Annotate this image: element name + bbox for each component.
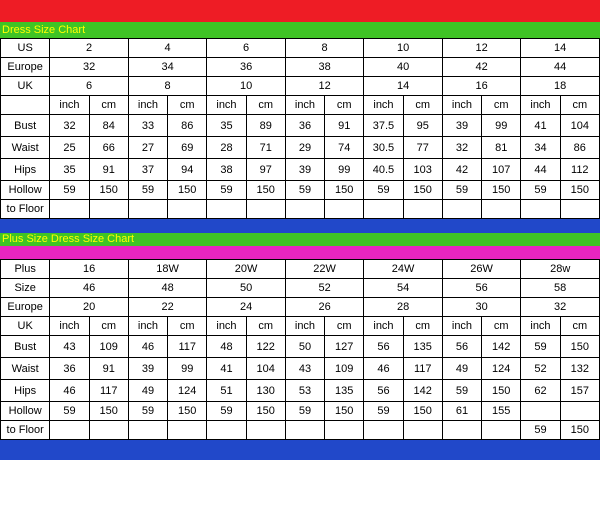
hollow-cell-7: 59 (285, 181, 324, 200)
hollow-cell-10: 150 (403, 181, 442, 200)
hips-cell-14: 112 (560, 159, 599, 181)
plus-size-chart-table (0, 259, 600, 440)
plus-bust-cell-1: 43 (50, 336, 89, 358)
hips-cell-10: 103 (403, 159, 442, 181)
spacer-cell-5 (207, 200, 246, 219)
eu-size-7: 44 (521, 58, 600, 77)
dress-size-chart-table (0, 38, 600, 219)
unit-cell-3: inch (128, 96, 167, 115)
table-row (1, 115, 600, 137)
table-row (1, 421, 600, 440)
bust-cell-6: 89 (246, 115, 285, 137)
hollow-cell-1: 59 (50, 181, 89, 200)
plus-bust-cell-13: 59 (521, 336, 560, 358)
bust-cell-11: 39 (442, 115, 481, 137)
bust-cell-7: 36 (285, 115, 324, 137)
table-row-uk-plus (1, 298, 600, 317)
table-row (1, 159, 600, 181)
plus-waist-cell-8: 109 (325, 358, 364, 380)
table-row (1, 200, 600, 219)
plus-hips-cell-6: 130 (246, 380, 285, 402)
hips-cell-4: 94 (168, 159, 207, 181)
magenta-banner (0, 246, 600, 259)
bust-cell-3: 33 (128, 115, 167, 137)
plus-hollow-cell-6: 150 (246, 402, 285, 421)
bust-cell-10: 95 (403, 115, 442, 137)
table-row (1, 336, 600, 358)
row-label-bust: Bust (1, 115, 50, 137)
plus-spacer-cell-2 (89, 421, 128, 440)
plus-hollow-cell-2: 150 (89, 402, 128, 421)
hollow-cell-14: 150 (560, 181, 599, 200)
hips-cell-7: 39 (285, 159, 324, 181)
hollow-cell-4: 150 (168, 181, 207, 200)
plus-uk-size-6: 30 (442, 298, 521, 317)
plus-eu-size-3: 50 (207, 279, 286, 298)
plus-unit-cell-5: inch (207, 317, 246, 336)
row-label-plus-line1: Plus (1, 260, 50, 279)
plus-row-label-hips: Hips (1, 380, 50, 402)
eu-size-2: 34 (128, 58, 207, 77)
spacer-cell-1 (50, 200, 89, 219)
waist-cell-2: 66 (89, 137, 128, 159)
waist-cell-11: 32 (442, 137, 481, 159)
uk-size-7: 18 (521, 77, 600, 96)
plus-spacer-cell-8 (325, 421, 364, 440)
plus-unit-cell-8: cm (325, 317, 364, 336)
uk-size-1: 6 (50, 77, 129, 96)
row-label-hollow-line1: Hollow (1, 181, 50, 200)
plus-waist-cell-13: 52 (521, 358, 560, 380)
plus-hollow-cell-14 (560, 402, 599, 421)
plus-bust-cell-7: 50 (285, 336, 324, 358)
plus-waist-cell-6: 104 (246, 358, 285, 380)
hips-cell-8: 99 (325, 159, 364, 181)
row-label-plus-line2: Size (1, 279, 50, 298)
row-label-waist: Waist (1, 137, 50, 159)
plus-uk-size-2: 22 (128, 298, 207, 317)
plus-unit-cell-3: inch (128, 317, 167, 336)
plus-spacer-cell-9 (364, 421, 403, 440)
plus-bust-cell-14: 150 (560, 336, 599, 358)
unit-cell-11: inch (442, 96, 481, 115)
spacer-cell-10 (403, 200, 442, 219)
table-row-europe-plus (1, 279, 600, 298)
plus-bust-cell-4: 117 (168, 336, 207, 358)
plus-waist-cell-4: 99 (168, 358, 207, 380)
uk-size-5: 14 (364, 77, 443, 96)
eu-size-1: 32 (50, 58, 129, 77)
hips-cell-5: 38 (207, 159, 246, 181)
middle-blue-banner (0, 219, 600, 233)
hollow-cell-9: 59 (364, 181, 403, 200)
plus-size-4: 22W (285, 260, 364, 279)
spacer-cell-8 (325, 200, 364, 219)
plus-uk-size-3: 24 (207, 298, 286, 317)
plus-unit-cell-10: cm (403, 317, 442, 336)
plus-size-7: 28w (521, 260, 600, 279)
plus-eu-size-4: 52 (285, 279, 364, 298)
plus-eu-size-2: 48 (128, 279, 207, 298)
bust-cell-14: 104 (560, 115, 599, 137)
plus-eu-size-5: 54 (364, 279, 443, 298)
eu-size-3: 36 (207, 58, 286, 77)
hollow-cell-2: 150 (89, 181, 128, 200)
unit-cell-5: inch (207, 96, 246, 115)
table-row-uk-label (1, 317, 600, 336)
unit-cell-9: inch (364, 96, 403, 115)
row-label-hips: Hips (1, 159, 50, 181)
plus-bust-cell-6: 122 (246, 336, 285, 358)
bust-cell-9: 37.5 (364, 115, 403, 137)
unit-cell-13: inch (521, 96, 560, 115)
waist-cell-6: 71 (246, 137, 285, 159)
waist-cell-1: 25 (50, 137, 89, 159)
us-size-1: 2 (50, 39, 129, 58)
plus-bust-cell-9: 56 (364, 336, 403, 358)
chart2-title-banner (0, 233, 600, 246)
plus-uk-size-7: 32 (521, 298, 600, 317)
plus-waist-cell-3: 39 (128, 358, 167, 380)
hips-cell-2: 91 (89, 159, 128, 181)
plus-waist-cell-7: 43 (285, 358, 324, 380)
us-size-3: 6 (207, 39, 286, 58)
spacer-cell-4 (168, 200, 207, 219)
plus-hips-cell-3: 49 (128, 380, 167, 402)
plus-hips-cell-13: 62 (521, 380, 560, 402)
plus-uk-size-5: 28 (364, 298, 443, 317)
waist-cell-7: 29 (285, 137, 324, 159)
table-row (1, 358, 600, 380)
hollow-cell-13: 59 (521, 181, 560, 200)
waist-cell-3: 27 (128, 137, 167, 159)
unit-cell-2: cm (89, 96, 128, 115)
plus-unit-cell-2: cm (89, 317, 128, 336)
plus-unit-cell-11: inch (442, 317, 481, 336)
plus-hollow-cell-10: 150 (403, 402, 442, 421)
plus-size-6: 26W (442, 260, 521, 279)
plus-bust-cell-8: 127 (325, 336, 364, 358)
table-row (1, 137, 600, 159)
plus-trailing-cell-1: 59 (521, 421, 560, 440)
waist-cell-12: 81 (482, 137, 521, 159)
plus-hips-cell-14: 157 (560, 380, 599, 402)
row-label-units (1, 96, 50, 115)
plus-unit-cell-1: inch (50, 317, 89, 336)
plus-unit-cell-7: inch (285, 317, 324, 336)
row-label-europe: Europe (1, 58, 50, 77)
plus-hips-cell-4: 124 (168, 380, 207, 402)
spacer-cell-7 (285, 200, 324, 219)
uk-size-3: 10 (207, 77, 286, 96)
plus-hollow-cell-1: 59 (50, 402, 89, 421)
plus-spacer-cell-3 (128, 421, 167, 440)
plus-spacer-cell-6 (246, 421, 285, 440)
bust-cell-5: 35 (207, 115, 246, 137)
plus-hips-cell-7: 53 (285, 380, 324, 402)
plus-hips-cell-1: 46 (50, 380, 89, 402)
waist-cell-9: 30.5 (364, 137, 403, 159)
plus-bust-cell-5: 48 (207, 336, 246, 358)
plus-row-label-hollow-line1: Hollow (1, 402, 50, 421)
hips-cell-1: 35 (50, 159, 89, 181)
bottom-blue-banner (0, 440, 600, 460)
table-row-europe (1, 58, 600, 77)
chart2-title: Plus Size Dress Size Chart (2, 233, 135, 245)
plus-waist-cell-12: 124 (482, 358, 521, 380)
table-row-us (1, 39, 600, 58)
bust-cell-8: 91 (325, 115, 364, 137)
spacer-cell-2 (89, 200, 128, 219)
plus-hips-cell-2: 117 (89, 380, 128, 402)
spacer-cell-6 (246, 200, 285, 219)
plus-eu-size-7: 58 (521, 279, 600, 298)
plus-waist-cell-1: 36 (50, 358, 89, 380)
plus-hollow-cell-4: 150 (168, 402, 207, 421)
plus-unit-cell-6: cm (246, 317, 285, 336)
plus-size-1: 16 (50, 260, 129, 279)
row-label-us: US (1, 39, 50, 58)
us-size-5: 10 (364, 39, 443, 58)
plus-uk-size-1: 20 (50, 298, 129, 317)
plus-waist-cell-2: 91 (89, 358, 128, 380)
plus-bust-cell-12: 142 (482, 336, 521, 358)
us-size-2: 4 (128, 39, 207, 58)
plus-hips-cell-5: 51 (207, 380, 246, 402)
chart1-title-banner (0, 22, 600, 38)
plus-bust-cell-10: 135 (403, 336, 442, 358)
chart1-title: Dress Size Chart (2, 24, 86, 36)
plus-unit-cell-14: cm (560, 317, 599, 336)
bust-cell-2: 84 (89, 115, 128, 137)
plus-spacer-cell-11 (442, 421, 481, 440)
plus-hollow-cell-3: 59 (128, 402, 167, 421)
waist-cell-5: 28 (207, 137, 246, 159)
hollow-cell-11: 59 (442, 181, 481, 200)
plus-spacer-cell-4 (168, 421, 207, 440)
plus-unit-cell-4: cm (168, 317, 207, 336)
plus-spacer-cell-10 (403, 421, 442, 440)
hips-cell-3: 37 (128, 159, 167, 181)
hips-cell-6: 97 (246, 159, 285, 181)
plus-row-label-bust: Bust (1, 336, 50, 358)
plus-unit-cell-12: cm (482, 317, 521, 336)
unit-cell-4: cm (168, 96, 207, 115)
waist-cell-10: 77 (403, 137, 442, 159)
spacer-cell-11 (442, 200, 481, 219)
plus-hips-cell-8: 135 (325, 380, 364, 402)
uk-size-4: 12 (285, 77, 364, 96)
plus-waist-cell-11: 49 (442, 358, 481, 380)
plus-bust-cell-11: 56 (442, 336, 481, 358)
plus-trailing-cell-2: 150 (560, 421, 599, 440)
us-size-7: 14 (521, 39, 600, 58)
uk-size-2: 8 (128, 77, 207, 96)
plus-row-label-hollow-line2: to Floor (1, 421, 50, 440)
plus-spacer-cell-7 (285, 421, 324, 440)
row-label-plus-uk: UK (1, 317, 50, 336)
table-row-plus (1, 260, 600, 279)
waist-cell-8: 74 (325, 137, 364, 159)
plus-hips-cell-12: 150 (482, 380, 521, 402)
plus-hollow-cell-11: 61 (442, 402, 481, 421)
waist-cell-4: 69 (168, 137, 207, 159)
hollow-cell-3: 59 (128, 181, 167, 200)
unit-cell-14: cm (560, 96, 599, 115)
us-size-6: 12 (442, 39, 521, 58)
plus-size-5: 24W (364, 260, 443, 279)
plus-spacer-cell-12 (482, 421, 521, 440)
row-label-hollow-line2: to Floor (1, 200, 50, 219)
plus-waist-cell-10: 117 (403, 358, 442, 380)
row-label-plus-europe: Europe (1, 298, 50, 317)
plus-waist-cell-14: 132 (560, 358, 599, 380)
plus-unit-cell-9: inch (364, 317, 403, 336)
unit-cell-10: cm (403, 96, 442, 115)
table-row-units (1, 96, 600, 115)
plus-hollow-cell-9: 59 (364, 402, 403, 421)
plus-bust-cell-2: 109 (89, 336, 128, 358)
plus-size-2: 18W (128, 260, 207, 279)
plus-eu-size-1: 46 (50, 279, 129, 298)
plus-waist-cell-9: 46 (364, 358, 403, 380)
plus-hollow-cell-5: 59 (207, 402, 246, 421)
us-size-4: 8 (285, 39, 364, 58)
plus-spacer-cell-1 (50, 421, 89, 440)
hollow-cell-12: 150 (482, 181, 521, 200)
uk-size-6: 16 (442, 77, 521, 96)
hips-cell-12: 107 (482, 159, 521, 181)
plus-uk-size-4: 26 (285, 298, 364, 317)
eu-size-4: 38 (285, 58, 364, 77)
row-label-uk: UK (1, 77, 50, 96)
table-row (1, 402, 600, 421)
plus-row-label-waist: Waist (1, 358, 50, 380)
bust-cell-12: 99 (482, 115, 521, 137)
spacer-cell-13 (521, 200, 560, 219)
unit-cell-7: inch (285, 96, 324, 115)
spacer-cell-12 (482, 200, 521, 219)
unit-cell-1: inch (50, 96, 89, 115)
plus-hollow-cell-13 (521, 402, 560, 421)
plus-waist-cell-5: 41 (207, 358, 246, 380)
hollow-cell-5: 59 (207, 181, 246, 200)
unit-cell-12: cm (482, 96, 521, 115)
plus-hollow-cell-12: 155 (482, 402, 521, 421)
unit-cell-6: cm (246, 96, 285, 115)
plus-size-3: 20W (207, 260, 286, 279)
waist-cell-14: 86 (560, 137, 599, 159)
plus-hips-cell-11: 59 (442, 380, 481, 402)
hips-cell-9: 40.5 (364, 159, 403, 181)
spacer-cell-3 (128, 200, 167, 219)
spacer-cell-9 (364, 200, 403, 219)
unit-cell-8: cm (325, 96, 364, 115)
table-row-uk (1, 77, 600, 96)
hips-cell-11: 42 (442, 159, 481, 181)
eu-size-5: 40 (364, 58, 443, 77)
bust-cell-1: 32 (50, 115, 89, 137)
plus-bust-cell-3: 46 (128, 336, 167, 358)
plus-unit-cell-13: inch (521, 317, 560, 336)
bust-cell-13: 41 (521, 115, 560, 137)
bust-cell-4: 86 (168, 115, 207, 137)
table-row (1, 181, 600, 200)
plus-hollow-cell-7: 59 (285, 402, 324, 421)
hips-cell-13: 44 (521, 159, 560, 181)
plus-hips-cell-10: 142 (403, 380, 442, 402)
waist-cell-13: 34 (521, 137, 560, 159)
table-row (1, 380, 600, 402)
plus-hollow-cell-8: 150 (325, 402, 364, 421)
hollow-cell-8: 150 (325, 181, 364, 200)
spacer-cell-14 (560, 200, 599, 219)
top-red-banner (0, 0, 600, 22)
eu-size-6: 42 (442, 58, 521, 77)
plus-hips-cell-9: 56 (364, 380, 403, 402)
plus-spacer-cell-5 (207, 421, 246, 440)
plus-eu-size-6: 56 (442, 279, 521, 298)
hollow-cell-6: 150 (246, 181, 285, 200)
